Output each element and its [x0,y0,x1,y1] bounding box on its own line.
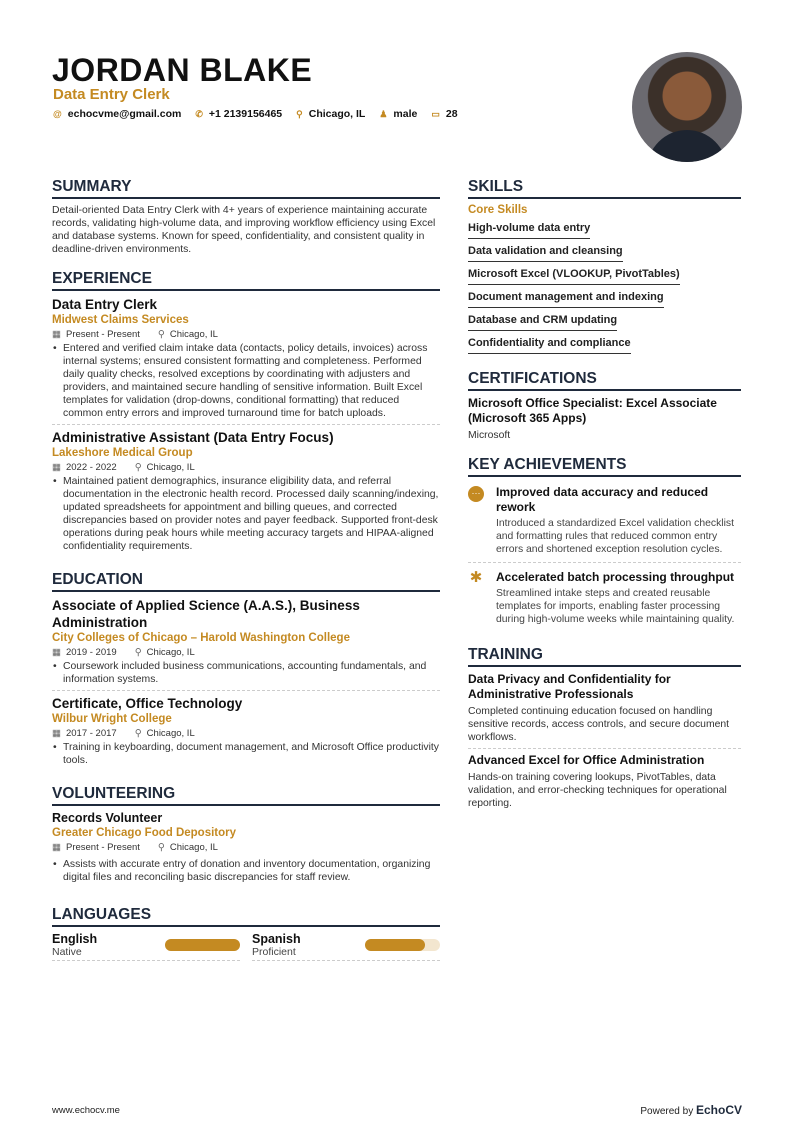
skill-item: High-volume data entry [468,219,590,239]
job-title: Data Entry Clerk [53,86,170,103]
degree: Certificate, Office Technology [52,696,243,711]
section-heading: LANGUAGES [52,906,440,927]
brand-logo[interactable]: EchoCV [695,1103,742,1117]
calendar-icon: ▦ [52,329,61,340]
location: Chicago, IL [169,329,218,340]
calendar-icon: ▦ [52,462,61,473]
calendar-icon: ▦ [52,842,61,853]
training-item [468,753,741,814]
contact-info [53,108,458,120]
right-column [468,178,741,828]
achievement-text: Introduced a standardized Excel validation checklist and formatting rules that reduced common entry errors and shortened exception resolution cycles. [496,518,734,555]
language-name: Spanish [252,932,301,946]
training-item [468,672,741,749]
dates: 2022 - 2022 [65,462,117,473]
bullet: • Maintained patient demographics, insurance eligibility data, and referral documentation in the electronic health record. Processed daily scanning/indexing, updated spreadsheets for appointment and billing queues, and corrected discrepancies based on provider notes and payer feedback. Supported front-desk operations during peak hours while meeting accuracy targets and HIPAA-aligned confidentiality requirements. [52,475,440,553]
gender-text: male [393,108,418,120]
bullet: • Coursework included business communications, accounting fundamentals, and information systems. [52,660,440,686]
certification-title: Microsoft Office Specialist: Excel Associate (Microsoft 365 Apps) [468,396,717,425]
location-icon: ⚲ [134,647,142,658]
certifications-section [468,370,741,442]
experience-item [52,296,440,425]
location-icon: ⚲ [134,728,142,739]
proficiency-bar [165,939,240,951]
skill-list [468,218,741,356]
section-heading: VOLUNTEERING [52,785,440,806]
experience-section [52,270,440,557]
location-icon: ⚲ [296,109,303,119]
school: Wilbur Wright College [52,713,172,725]
bug-icon: ✱ [469,569,483,586]
bullet: • Entered and verified claim intake data (contacts, policy details, invoices) across internal systems; ensured consistent formatting and completeness. Performed daily quality checks, resolved exceptions by coordinating with adjusters and providers, and maintained secure handling of sensitive information. Built Excel templates for validation (drop-downs, conditional formatting) that reduced common entry errors and improved turnaround time for batch uploads. [52,342,440,420]
profile-photo [632,52,742,162]
location: Chicago, IL [146,647,195,658]
skill-item: Microsoft Excel (VLOOKUP, PivotTables) [468,265,680,285]
proficiency-bar [365,939,440,951]
bullet: • Assists with accurate entry of donation and inventory documentation, organizing digital files and reconciling basic discrepancies for staff review. [52,858,440,884]
contact-age [431,108,457,120]
language-item [252,932,440,961]
phone-text: +1 2139156465 [208,108,283,120]
contact-email [53,108,181,120]
location: Chicago, IL [169,842,218,853]
email-link[interactable]: echocvme@gmail.com [67,108,182,120]
contact-gender [379,108,417,120]
location-icon: ⚲ [157,329,165,340]
dates: Present - Present [65,329,140,340]
section-heading: CERTIFICATIONS [468,370,741,391]
training-section [468,646,741,814]
skill-item: Confidentiality and compliance [468,334,631,354]
proficiency-fill [365,939,425,951]
powered-by [640,1103,742,1117]
training-text: Completed continuing education focused on handling sensitive records, access controls, and secure document workflows. [468,706,730,743]
skill-group: Core Skills [468,204,528,216]
location-text: Chicago, IL [308,108,366,120]
achievement-item [468,567,741,632]
section-heading: KEY ACHIEVEMENTS [468,456,741,477]
summary-section [52,178,440,256]
achievement-item [468,482,741,563]
dates: Present - Present [65,842,140,853]
achievement-title: Accelerated batch processing throughput [496,570,735,584]
age-text: 28 [445,108,458,120]
location: Chicago, IL [146,462,195,473]
training-title: Data Privacy and Confidentiality for Administrative Professionals [468,672,671,701]
location-icon: ⚲ [157,842,165,853]
at-icon: @ [53,109,62,119]
candidate-name: JORDAN BLAKE [52,52,313,88]
degree: Associate of Applied Science (A.A.S.), Business Administration [52,598,360,630]
school: City Colleges of Chicago – Harold Washington College [52,632,350,644]
training-title: Advanced Excel for Office Administration [468,753,705,767]
skills-section [468,178,741,356]
certification-issuer: Microsoft [468,430,511,441]
dots-icon: ··· [468,486,484,502]
powered-label: Powered by [640,1106,694,1117]
location-icon: ⚲ [134,462,142,473]
left-column [52,178,440,975]
training-text: Hands-on training covering lookups, PivotTables, data validation, and error-checking techniques for operational reporting. [468,772,727,809]
summary-text: Detail-oriented Data Entry Clerk with 4+ years of experience maintaining accurate records, validating high-volume data, and improving workflow efficiency using Excel and database systems. Known for speed, confidentiality, and consistent quality in deadline-driven environments. [52,205,436,255]
dates: 2017 - 2017 [65,728,117,739]
achievement-title: Improved data accuracy and reduced rework [496,485,709,514]
skill-item: Database and CRM updating [468,311,617,331]
dates: 2019 - 2019 [65,647,117,658]
person-icon: ♟ [379,109,388,119]
company: Midwest Claims Services [52,314,189,326]
calendar-icon: ▦ [52,728,61,739]
language-level: Proficient [252,946,296,958]
job-title: Administrative Assistant (Data Entry Focus) [52,430,334,445]
section-heading: SUMMARY [52,178,440,199]
calendar-icon: ▭ [431,109,440,119]
section-heading: TRAINING [468,646,741,667]
language-item [52,932,240,961]
job-title: Data Entry Clerk [52,297,158,312]
role: Records Volunteer [52,811,163,825]
calendar-icon: ▦ [52,647,61,658]
website-link[interactable]: www.echocv.me [52,1105,120,1116]
volunteer-item [52,811,440,888]
skill-item: Data validation and cleansing [468,242,623,262]
organization: Greater Chicago Food Depository [52,827,237,839]
company: Lakeshore Medical Group [52,447,193,459]
contact-location [296,108,365,120]
section-heading: EDUCATION [52,571,440,592]
language-name: English [52,932,98,946]
education-section [52,571,440,771]
proficiency-fill [165,939,240,951]
education-item [52,597,440,691]
experience-item [52,429,440,557]
skill-item: Document management and indexing [468,288,664,308]
location: Chicago, IL [146,728,195,739]
languages-section [52,906,440,961]
bullet: • Training in keyboarding, document management, and Microsoft Office productivity tools. [52,741,440,767]
language-level: Native [52,946,82,958]
education-item [52,695,440,771]
section-heading: SKILLS [468,178,741,199]
achievements-section [468,456,741,632]
contact-phone [195,108,282,120]
section-heading: EXPERIENCE [52,270,440,291]
achievement-text: Streamlined intake steps and created reusable templates for imports, enabling faster processing during high-volume weeks while maintaining quality. [496,588,735,625]
phone-icon: ✆ [195,109,203,119]
volunteering-section [52,785,440,888]
